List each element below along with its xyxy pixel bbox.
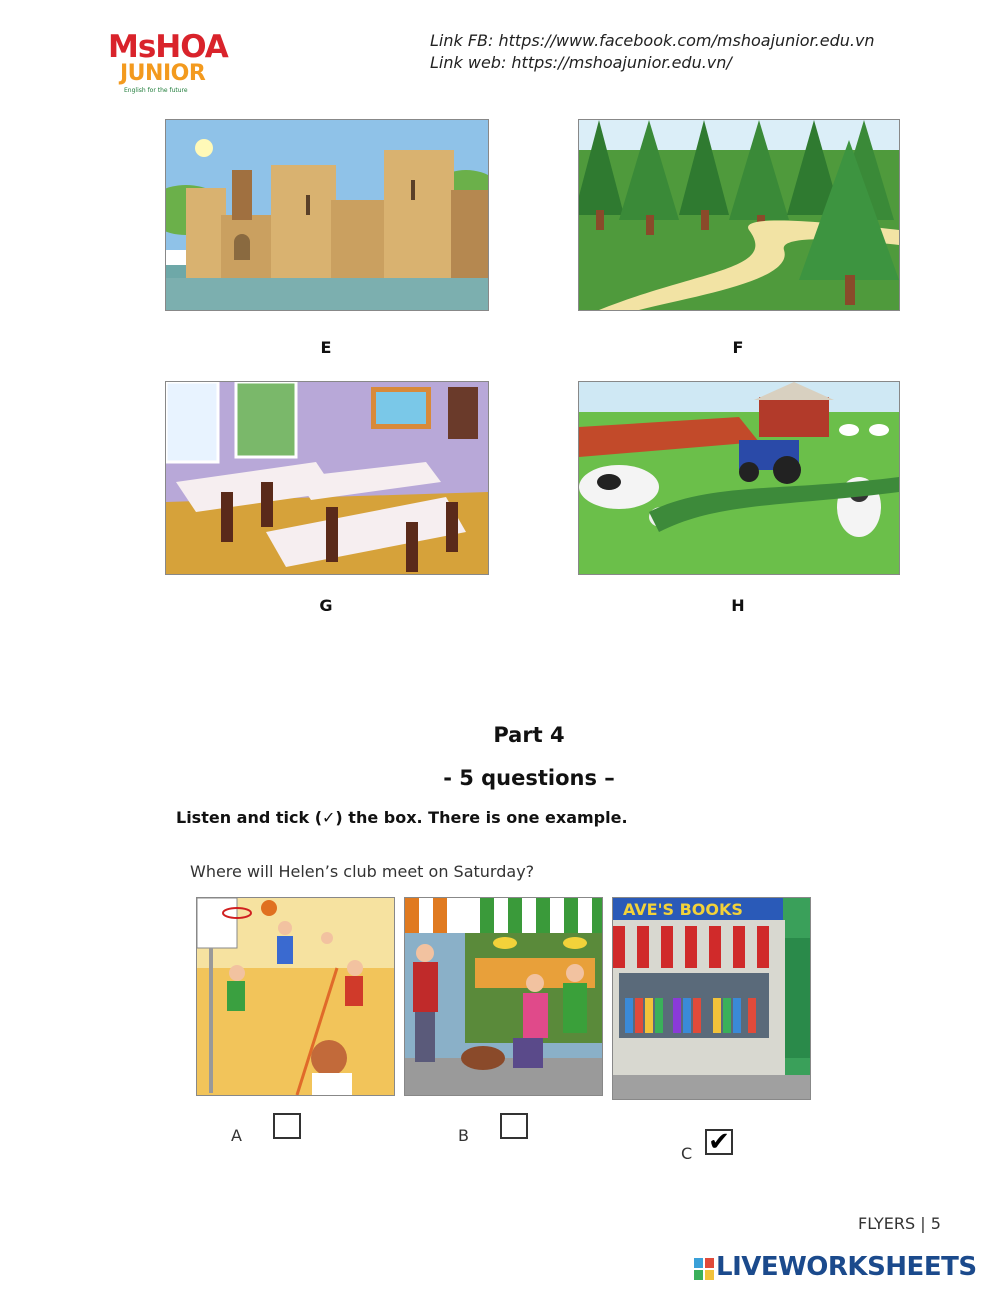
picture-farm: [578, 381, 900, 575]
option-a-label: A: [231, 1126, 242, 1145]
liveworksheets-icon: [694, 1258, 714, 1280]
part-title: Part 4: [493, 723, 565, 747]
picture-letter-g: G: [319, 596, 333, 615]
option-c-checkbox[interactable]: [705, 1129, 733, 1155]
option-a-checkbox[interactable]: [273, 1113, 301, 1139]
picture-letter-h: H: [731, 596, 745, 615]
bookshop-sign-text: AVE'S BOOKS: [623, 900, 743, 919]
option-a-picture: [196, 897, 395, 1096]
option-b-checkbox[interactable]: [500, 1113, 528, 1139]
mshoa-junior-logo: [108, 30, 233, 98]
picture-letter-f: F: [732, 338, 744, 357]
option-c-label: C: [681, 1144, 693, 1163]
header-links: [430, 30, 875, 74]
logo-sub-text: JUNIOR: [120, 61, 206, 86]
option-b-picture: [404, 897, 603, 1096]
option-b-label: B: [458, 1126, 469, 1145]
picture-castle: [165, 119, 489, 311]
logo-tagline: English for the future: [124, 87, 188, 94]
option-c-picture: [612, 897, 811, 1100]
picture-letter-e: E: [320, 338, 332, 357]
part-subtitle: - 5 questions –: [443, 766, 615, 790]
logo-main-text: MsHOA: [108, 29, 228, 65]
website-link[interactable]: Link web: https://mshoajunior.edu.vn/: [430, 53, 732, 72]
facebook-link[interactable]: Link FB: https://www.facebook.com/mshoajunior.edu.vn: [430, 31, 875, 50]
page-footer: FLYERS | 5: [858, 1214, 941, 1233]
picture-forest: [578, 119, 900, 311]
brand-text: LIVEWORKSHEETS: [716, 1252, 977, 1282]
instruction-text: Listen and tick (✓) the box. There is one example.: [176, 808, 628, 827]
picture-restaurant: [165, 381, 489, 575]
question-text: Where will Helen’s club meet on Saturday?: [190, 862, 535, 881]
checkmark-icon: ✔: [708, 1127, 730, 1157]
